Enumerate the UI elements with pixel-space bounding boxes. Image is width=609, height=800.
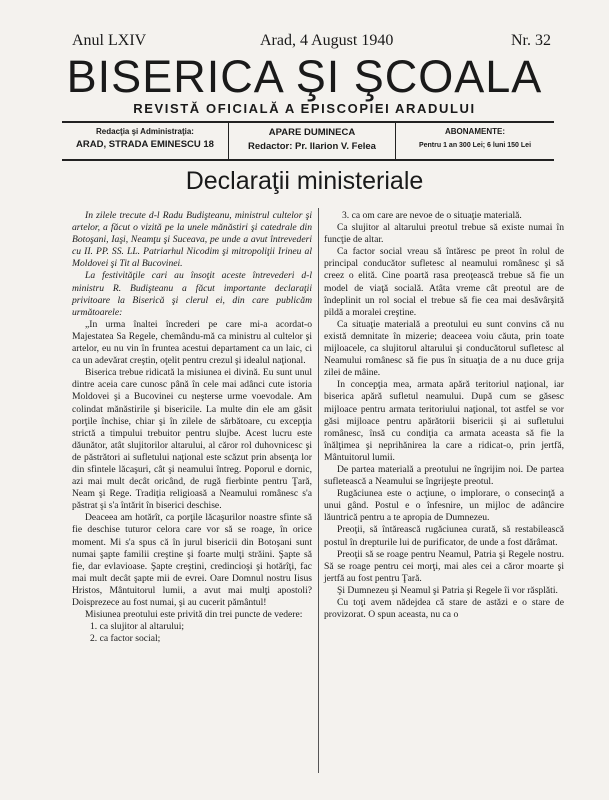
article-column-left (72, 210, 312, 645)
info-subscription (396, 123, 554, 159)
article-paragraph: Rugăciunea este o acţiune, o implorare, o consecinţă a unui gând. Postul e o înfesnire, un mijloc de adâncire lăuntrică pentru a te apropia de Dumnezeu. (324, 488, 564, 524)
article-paragraph: Ca factor social vreau să întăresc pe preot în rolul de principal conducător sufletesc al neamului românesc şi să creez o elită. Cine poartă rasa preoţească trebue să fie un model de viaţă socială. Atâta vreme cât preotul are de îndeplinit un rol social el trebue să fie cea mai desăvârşită pildă a moralei creştine. (324, 246, 564, 318)
article-paragraph: In concepţia mea, armata apără teritoriul naţional, iar biserica apără sufletul neamului. După cum se găsesc mijloace pentru armata teritoriului naţional, tot astfel se vor găsi mijloace pentru apărătorii bisericii şi ai sufletului românesc, însă cu condiţia ca armata aceasta să fie la înălţimea şi neprihănirea la care a ridicat-o, prin jertfă, Mântuitorul lumii. (324, 379, 564, 463)
article-paragraph: „In urma înaltei încrederi pe care mi-a acordat-o Majestatea Sa Regele, chemându-mă ca ministru al cultelor şi artelor, eu nu vin în fruntea acestui departament ca un laic, ci ca un adevărat creştin, oţelit pentru crezul şi idealul naţional. (72, 318, 312, 367)
column-divider (318, 208, 319, 773)
subscription-prices: Pentru 1 an 300 Lei; 6 luni 150 Lei (418, 142, 532, 149)
issue-date: Arad, 4 August 1940 (260, 32, 394, 49)
article-paragraph: Preoţii, să întărească rugăciunea curată, să restabilească postul în drepturile lui de purificator, de unde a fost dărâmat. (324, 524, 564, 548)
article-paragraph: In zilele trecute d-l Radu Budişteanu, ministrul cultelor şi artelor, a făcut o vizită pe la unele mănăstiri şi catedrale din Botoşani, Iaşi, Neamţu şi Suceava, pe unde a avut întrevederi cu II. PP. SS. LL. Patriarhul Nicodim şi mitropoliţii Irineu al Moldovei şi Tit al Bucovinei. (72, 210, 312, 270)
article-column-right (324, 210, 564, 621)
subscription-label: ABONAMENTE: (445, 127, 505, 136)
masthead-title: BISERICA ŞI ŞCOALA (66, 51, 543, 102)
issue-year: Anul LXIV (72, 32, 147, 49)
article-paragraph: Cu toţi avem nădejdea că stare de astăzi e o stare de provizorat. O spun aceasta, nu ca o (324, 597, 564, 621)
article-paragraph: Ca slujitor al altarului preotul trebue să existe numai în funcţie de altar. (324, 222, 564, 246)
article-list-item: 3. ca om care are nevoe de o situaţie materială. (342, 210, 522, 221)
redactia-label: Redacţia şi Administraţia: (96, 127, 194, 136)
article-paragraph: Ca situaţie materială a preotului eu sunt convins că nu există demnitate în mizerie; deaceea voiu căuta, prin toate mijloacele, ca slujitorul altarului şi conducătorul sufletesc al Neamului românesc să fie pus în situaţia de a nu duce grija zilei de mâine. (324, 318, 564, 379)
redactia-address: ARAD, STRADA EMINESCU 18 (76, 139, 214, 150)
info-appears (228, 123, 396, 159)
article-paragraph: Misiunea preotului este privită din trei puncte de vedere: (85, 609, 303, 621)
issue-number: Nr. 32 (511, 32, 551, 49)
article-paragraph: Deaceea am hotărît, ca porţile lăcaşurilor noastre sfinte să fie deschise tuturor celora care vor să se roage, în orice moment. Mi s'a spus că în jurul bisericii din Botoşani sunt numai şapte familii creştine şi foarte mulţi străini. Şapte să fie, dar evlavioase. Şapte creştini, credincioşi şi hotărîţi, fac mai mult decât şapte mii de evrei. Oare Domnul nostru Iisus Hristos, Mântuitorul lumii, a avut mai mulţi apostoli? Doisprezece au fost numai, şi au cucerit pământul! (72, 512, 312, 608)
editor-name: Redactor: Pr. Ilarion V. Felea (248, 141, 376, 152)
appears-label: APARE DUMINECA (268, 127, 356, 138)
article-paragraph: De partea materială a preotului ne îngrijim noi. De partea sufletească a Neamului se îngrijeşte preotul. (324, 463, 564, 488)
article-title: Declaraţii ministeriale (185, 167, 424, 195)
article-list-item: 1. ca slujitor al altarului; (90, 621, 185, 633)
issue-line (72, 32, 551, 52)
info-bar (62, 121, 554, 161)
article-paragraph: La festivităţile cari au însoţit aceste întrevederi d-l ministru R. Budişteanu a făcut importante declaraţii privitoare la Biserică şi clerul ei, din care publicăm următoarele: (72, 270, 312, 318)
article-paragraph: Şi Dumnezeu şi Neamul şi Patria şi Regele îi vor răsplăti. (337, 584, 558, 596)
article-paragraph: Biserica trebue ridicată la misiunea ei divină. Eu sunt unul dintre aceia care cunosc până în cele mai adânci cute istoria Moldovei şi a Bucovinei cu neşterse urme voevodale. Am colindat mănăstirile şi bisericile. La multe din ele am găsit porţile închise, chiar şi în zilele de sărbătoare, cu excepţia strictă a timpului trebuitor pentru slujbe. Acest lucru este dăunător, atât slujitorilor altarului, al căror rol duhovnicesc şi de păstrători ai sufletului naţional este scăzut prin absenţa lor din sfintele lăcaşuri, cât şi neamului întreg. Poporul e dornic, azi mai mult decât oricând, de rugă fierbinte pentru Ţară, Neam şi Rege. Tradiţia religioasă a Neamului românesc s'a păstrat şi s'a întărit în biserici deschise. (72, 367, 312, 512)
masthead-subtitle: REVISTĂ OFICIALĂ A EPISCOPIEI ARADULUI (133, 101, 476, 116)
article-list-item: 2. ca factor social; (90, 633, 161, 645)
article-paragraph: Preoţii să se roage pentru Neamul, Patria şi Regele nostru. Să se roage pentru cei morţi, mai ales cei a căror moarte şi jertfă au fost pentru Ţară. (324, 548, 564, 584)
info-redactia (62, 123, 228, 159)
